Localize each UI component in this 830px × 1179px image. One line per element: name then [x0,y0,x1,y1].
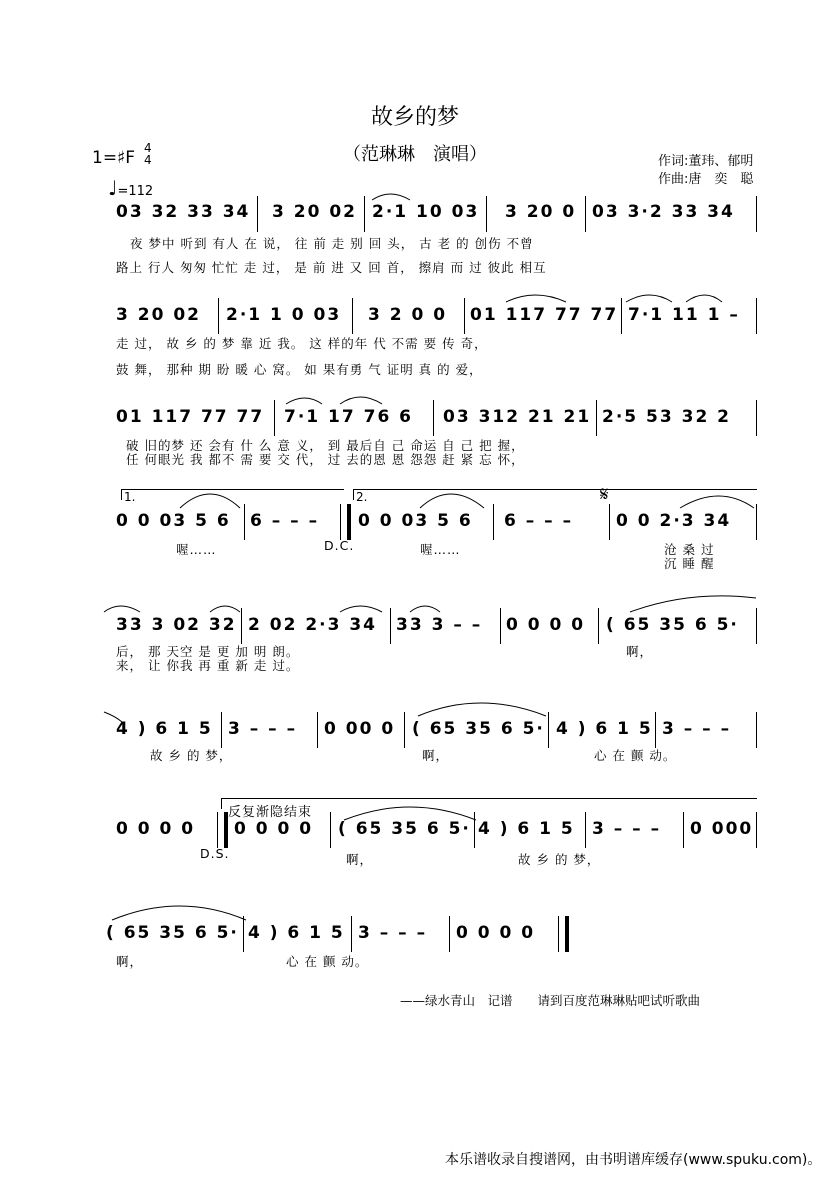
lyrics-interlude: 啊， [346,852,374,867]
measure: 3 20 02 [272,202,357,222]
time-signature: 4 4 [144,141,152,167]
measure: 2·5 53 32 2 [602,407,732,427]
measure: 4 ) 6 1 5 [556,719,653,739]
tempo-marking: ♩=112 [108,176,154,200]
lyrics-verse-1: 故 乡 的 梦， [150,748,233,763]
measure: 7·1 17 76 6 [284,407,414,427]
slur [104,606,140,612]
lyrics-verse-1: 夜 梦中 听到 有人 在 说， 往 前 走 别 回 头， 古 老 的 创伤 不曾 [130,236,534,251]
first-ending-label: 1. [124,490,136,504]
measure: 3 20 0 [505,202,577,222]
measure: 3 – – – [228,719,298,739]
measure: 0 000 [690,819,754,839]
source-footer: 本乐谱收录自搜谱网，由书明谱库缓存(www.spuku.com)。 [445,1152,822,1168]
measure: 33 3 – – [396,615,483,635]
slur [340,606,382,612]
key-label: 1=♯F [92,148,136,168]
slur [418,703,546,716]
measure: 3 – – – [592,819,662,839]
slur [372,194,410,200]
slur [112,906,246,920]
lyrics-interlude: 啊， [116,954,144,969]
measure: 03 312 21 21 [443,407,592,427]
slur [344,807,476,820]
measure: 4 ) 6 1 5 [478,819,575,839]
slur [340,397,382,404]
lyrics-verse-1: 走 过， 故 乡 的 梦 靠 近 我。 这 样的年 代 不需 要 传 奇， [116,336,488,351]
measure: 33 3 02 32 [116,615,237,635]
slur [410,606,440,612]
slur [626,295,672,302]
measure: 0 00 0 [324,719,396,739]
measure: 6 – – – [504,511,574,531]
lyrics-interlude: 啊， [422,748,450,763]
lyrics-verse-2: 来， 让 你我 再 重 新 走 过。 [116,658,300,673]
slur [686,295,722,302]
performer-subtitle: （范琳琳 演唱） [343,144,487,165]
da-capo-mark: D.C. [324,538,355,553]
measure: 01 117 77 77 [470,305,619,325]
lyrics-verse-2: 鼓 舞， 那种 期 盼 暖 心 窝。 如 果有勇 气 证明 真 的 爱， [116,362,483,377]
measure: 7·1 11 1 – [628,305,740,325]
measure: 0 0 0 0 [234,819,314,839]
composer-credit: 作曲:唐 奕 聪 [658,172,754,187]
segno-icon: 𝄋 [600,482,609,506]
measure: 4 ) 6 1 5 [116,719,213,739]
lyrics-verse-1: 沧 桑 过 [664,542,715,557]
measure: 0 0 0 0 [116,819,196,839]
song-title: 故乡的梦 [370,105,459,130]
measure: 6 – – – [250,511,320,531]
measure: 2·1 1 0 03 [226,305,342,325]
lyrics-verse-2: 任 何眼光 我 都不 需 要 交 代， 过 去的恩 恩 怨怨 赶 紧 忘 怀， [126,452,525,467]
lyrics-ending-2: 喔…… [420,542,461,557]
measure: 2·1 10 03 [372,202,480,222]
measure: 2 02 2·3 34 [248,615,378,635]
slur [286,398,322,404]
measure: 3 – – – [662,719,732,739]
lyrics-verse-1: 心 在 颤 动。 [286,954,369,969]
measure: ( 65 35 6 5· [412,719,545,739]
fade-ending-label: 反复渐隐结束 [228,805,313,820]
measure: 0 0 0 0 [456,923,536,943]
measure: 03 32 33 34 [116,202,251,222]
second-ending-label: 2. [356,490,368,504]
lyrics-verse-2: 路上 行人 匆匆 忙忙 走 过， 是 前 进 又 回 首， 擦肩 而 过 彼此 相互 [116,260,547,275]
slur [180,494,240,508]
measure: 0 0 03 5 6 [116,511,231,531]
slur [104,712,122,722]
lyrics-ending-1: 喔…… [176,542,217,557]
measure: 3 – – – [358,923,428,943]
lyrics-verse-1: 破 旧的梦 还 会有 什 么 意 义， 到 最后自 己 命运 自 己 把 握， [126,438,525,453]
slur [506,295,566,302]
measure: ( 65 35 6 5· [338,819,471,839]
measure: 03 3·2 33 34 [592,202,735,222]
measure: ( 65 35 6 5· [606,615,739,635]
slur [630,596,756,612]
lyrics-verse-1: 故 乡 的 梦， [518,852,601,867]
measure: 3 2 0 0 [368,305,448,325]
lyrics-verse-2: 沉 睡 醒 [664,556,715,571]
lyricist-credit: 作词:董玮、郁明 [658,154,754,169]
measure: 0 0 03 5 6 [358,511,473,531]
quarter-note-icon: ♩ [108,176,118,200]
measure: 4 ) 6 1 5 [248,923,345,943]
lyrics-interlude: 啊， [626,644,654,659]
lyrics-verse-1: 后， 那 天空 是 更 加 明 朗。 [116,644,300,659]
slur [680,496,754,508]
measure: 3 20 02 [116,305,201,325]
measure: 01 117 77 77 [116,407,265,427]
dal-segno-mark: D.S. [200,846,230,861]
measure: ( 65 35 6 5· [106,923,239,943]
lyrics-verse-2: 心 在 颤 动。 [594,748,677,763]
transcriber-note: ——绿水青山 记谱 请到百度范琳琳贴吧试听歌曲 [400,993,701,1008]
measure: 0 0 0 0 [506,615,586,635]
slur [420,494,484,508]
measure: 0 0 2·3 34 [616,511,732,531]
slur [210,606,240,612]
